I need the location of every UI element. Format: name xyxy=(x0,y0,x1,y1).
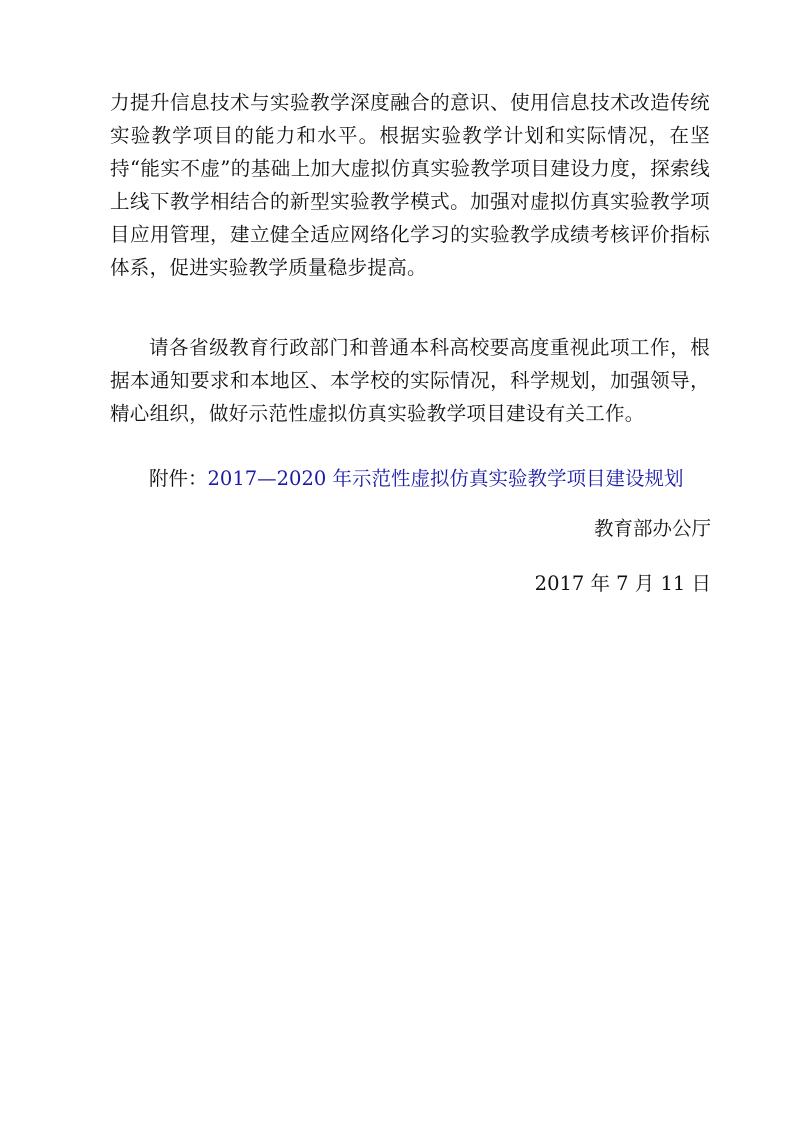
issue-date: 2017 年 7 月 11 日 xyxy=(534,572,711,595)
body-paragraph-2: 请各省级教育行政部门和普通本科高校要高度重视此项工作，根据本通知要求和本地区、本学校的实际情况，科学规划，加强领导，精心组织，做好示范性虚拟仿真实验教学项目建设有关工作。 xyxy=(110,336,710,425)
attachment-line xyxy=(149,462,683,495)
attachment-label: 附件： xyxy=(149,467,208,490)
attachment-link[interactable]: 2017—2020 年示范性虚拟仿真实验教学项目建设规划 xyxy=(207,467,684,490)
body-paragraph-1: 力提升信息技术与实验教学深度融合的意识、使用信息技术改造传统实验教学项目的能力和水平。根据实验教学计划和实际情况，在坚持“能实不虚”的基础上加大虚拟仿真实验教学项目建设力度，探索线上线下教学相结合的新型实验教学模式。加强对虚拟仿真实验教学项目应用管理，建立健全适应网络化学习的实验教学成绩考核评价指标体系，促进实验教学质量稳步提高。 xyxy=(110,91,710,279)
issuer-signature: 教育部办公厅 xyxy=(593,517,711,540)
